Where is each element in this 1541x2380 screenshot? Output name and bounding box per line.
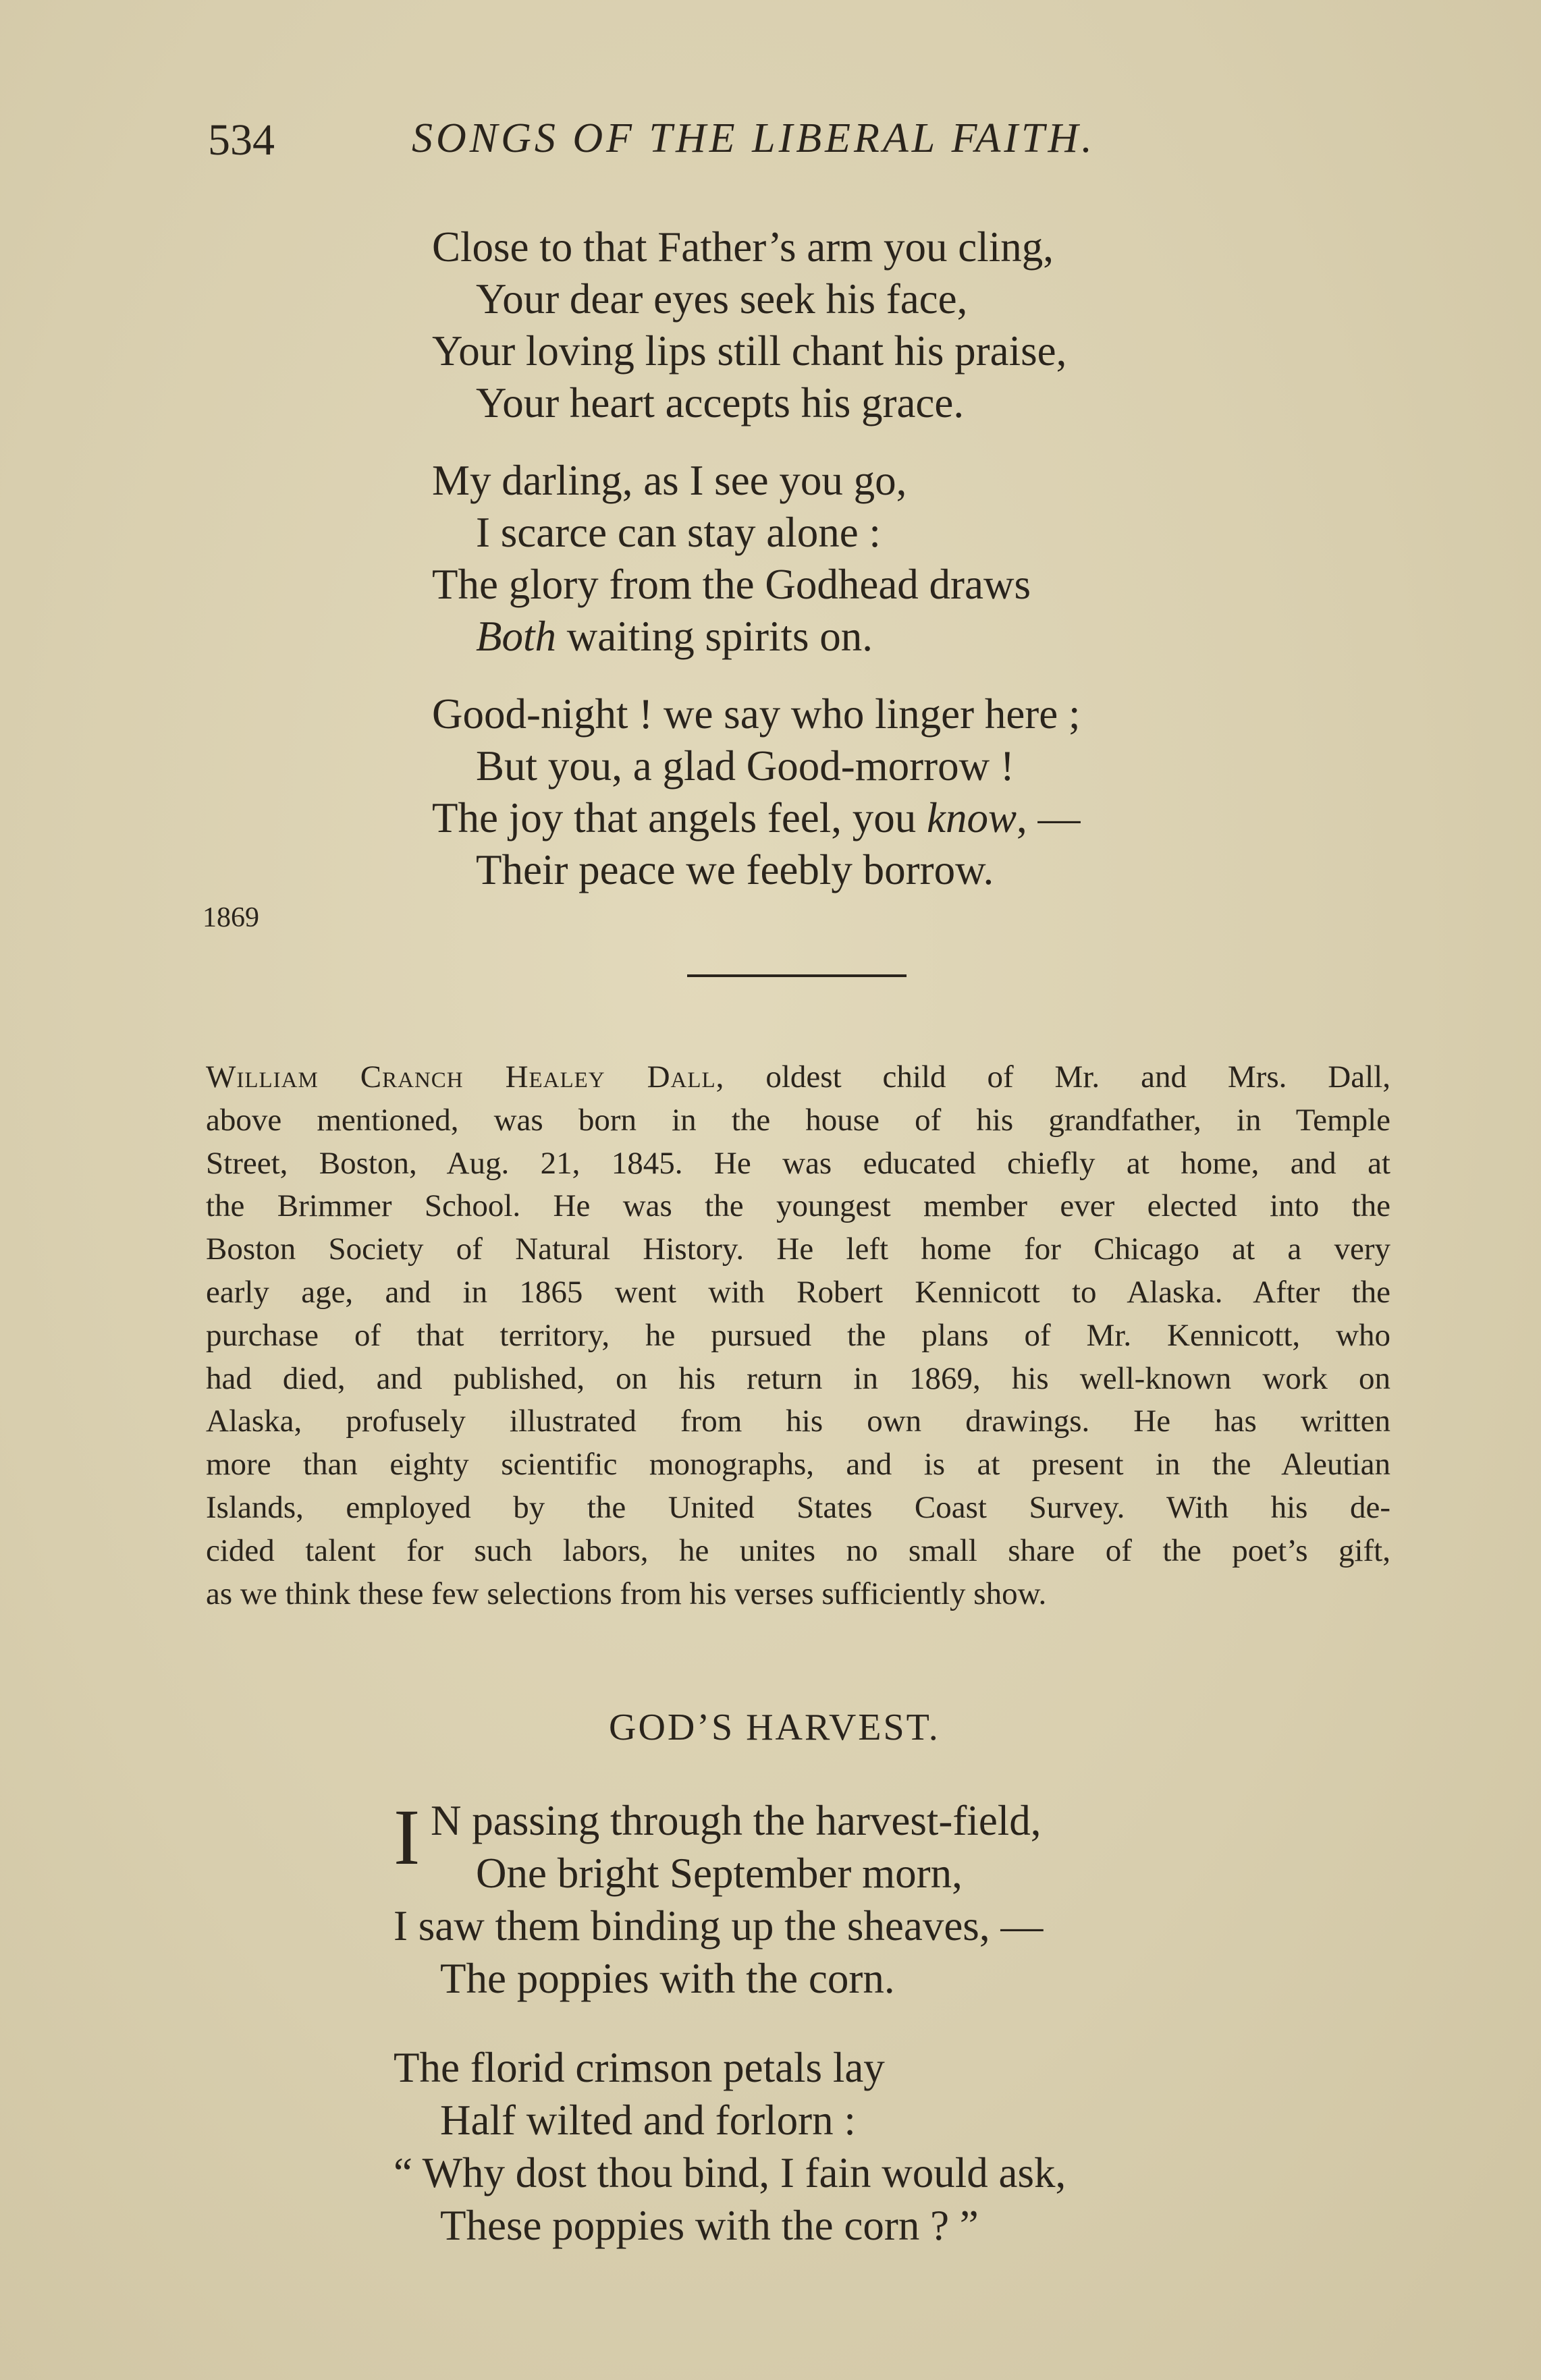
poem-line: But you, a glad Good-morrow ! bbox=[476, 742, 1015, 790]
bio-line: Alaska, profusely illustrated from his own drawings. He has written bbox=[206, 1404, 1390, 1439]
poem-line: My darling, as I see you go, bbox=[432, 457, 907, 504]
poem-line: “ Why dost thou bind, I fain would ask, bbox=[394, 2149, 1066, 2196]
bio-line: the Brimmer School. He was the youngest member ever elected into the bbox=[206, 1188, 1390, 1224]
poem-line: Close to that Father’s arm you cling, bbox=[432, 223, 1054, 271]
bio-line: purchase of that territory, he pursued the plans of Mr. Kennicott, who bbox=[206, 1317, 1390, 1353]
emphasis-word: Both bbox=[476, 613, 556, 660]
poem-line: Your dear eyes seek his face, bbox=[476, 275, 968, 323]
running-title: SONGS OF THE LIBERAL FAITH. bbox=[412, 115, 1096, 161]
biography-paragraph bbox=[206, 1056, 1390, 1615]
poem-line: I scarce can stay alone : bbox=[476, 509, 881, 556]
page-number: 534 bbox=[208, 115, 275, 165]
poem-line bbox=[476, 612, 873, 661]
poem-line: I saw them binding up the sheaves, — bbox=[394, 1902, 1044, 1949]
bio-line: as we think these few selections from his verses sufficiently show. bbox=[206, 1576, 1047, 1611]
bio-line: had died, and published, on his return in 1869, his well-known work on bbox=[206, 1360, 1390, 1396]
bio-line: Street, Boston, Aug. 21, 1845. He was educated chiefly at home, and at bbox=[206, 1145, 1390, 1181]
poem-line: Half wilted and forlorn : bbox=[440, 2097, 856, 2144]
poem-line: Your heart accepts his grace. bbox=[476, 379, 965, 426]
poem-line: N passing through the harvest-field, bbox=[431, 1797, 1042, 1844]
bio-line: above mentioned, was born in the house of his grandfather, in Temple bbox=[206, 1102, 1390, 1138]
bio-line: more than eighty scientific monographs, and is at present in the Aleutian bbox=[206, 1447, 1390, 1483]
poem-line-text: The joy that angels feel, you bbox=[432, 794, 927, 841]
bio-line: William Cranch Healey Dall, oldest child of Mr. and Mrs. Dall, bbox=[206, 1059, 1390, 1095]
bio-line: Boston Society of Natural History. He left home for Chicago at a very bbox=[206, 1231, 1390, 1267]
emphasis-word: know bbox=[927, 794, 1017, 841]
bio-line: early age, and in 1865 went with Robert Kennicott to Alaska. After the bbox=[206, 1274, 1390, 1310]
section-divider bbox=[687, 974, 907, 977]
bio-name: William Cranch Healey Dall, bbox=[206, 1059, 725, 1095]
poem-line-text: waiting spirits on. bbox=[556, 613, 873, 660]
poem-line: The glory from the Godhead draws bbox=[432, 561, 1031, 608]
drop-cap: I bbox=[394, 1793, 421, 1881]
poem-line: Good-night ! we say who linger here ; bbox=[432, 690, 1081, 738]
poem-line: Their peace we feebly borrow. bbox=[476, 846, 994, 893]
poem-line: Your loving lips still chant his praise, bbox=[432, 327, 1067, 375]
bio-line: Islands, employed by the United States Coast Survey. With his de- bbox=[206, 1489, 1390, 1525]
poem-line-text: , — bbox=[1017, 794, 1081, 841]
poem-line bbox=[432, 794, 1081, 843]
poem-line: These poppies with the corn ? ” bbox=[440, 2202, 979, 2249]
poem-line: The poppies with the corn. bbox=[440, 1955, 895, 2002]
poem-line: One bright September morn, bbox=[476, 1850, 963, 1897]
poem-year: 1869 bbox=[202, 902, 259, 933]
poem-title: GOD’S HARVEST. bbox=[609, 1707, 940, 1748]
bio-line: cided talent for such labors, he unites no small share of the poet’s gift, bbox=[206, 1532, 1390, 1568]
poem-line: The florid crimson petals lay bbox=[394, 2044, 885, 2091]
